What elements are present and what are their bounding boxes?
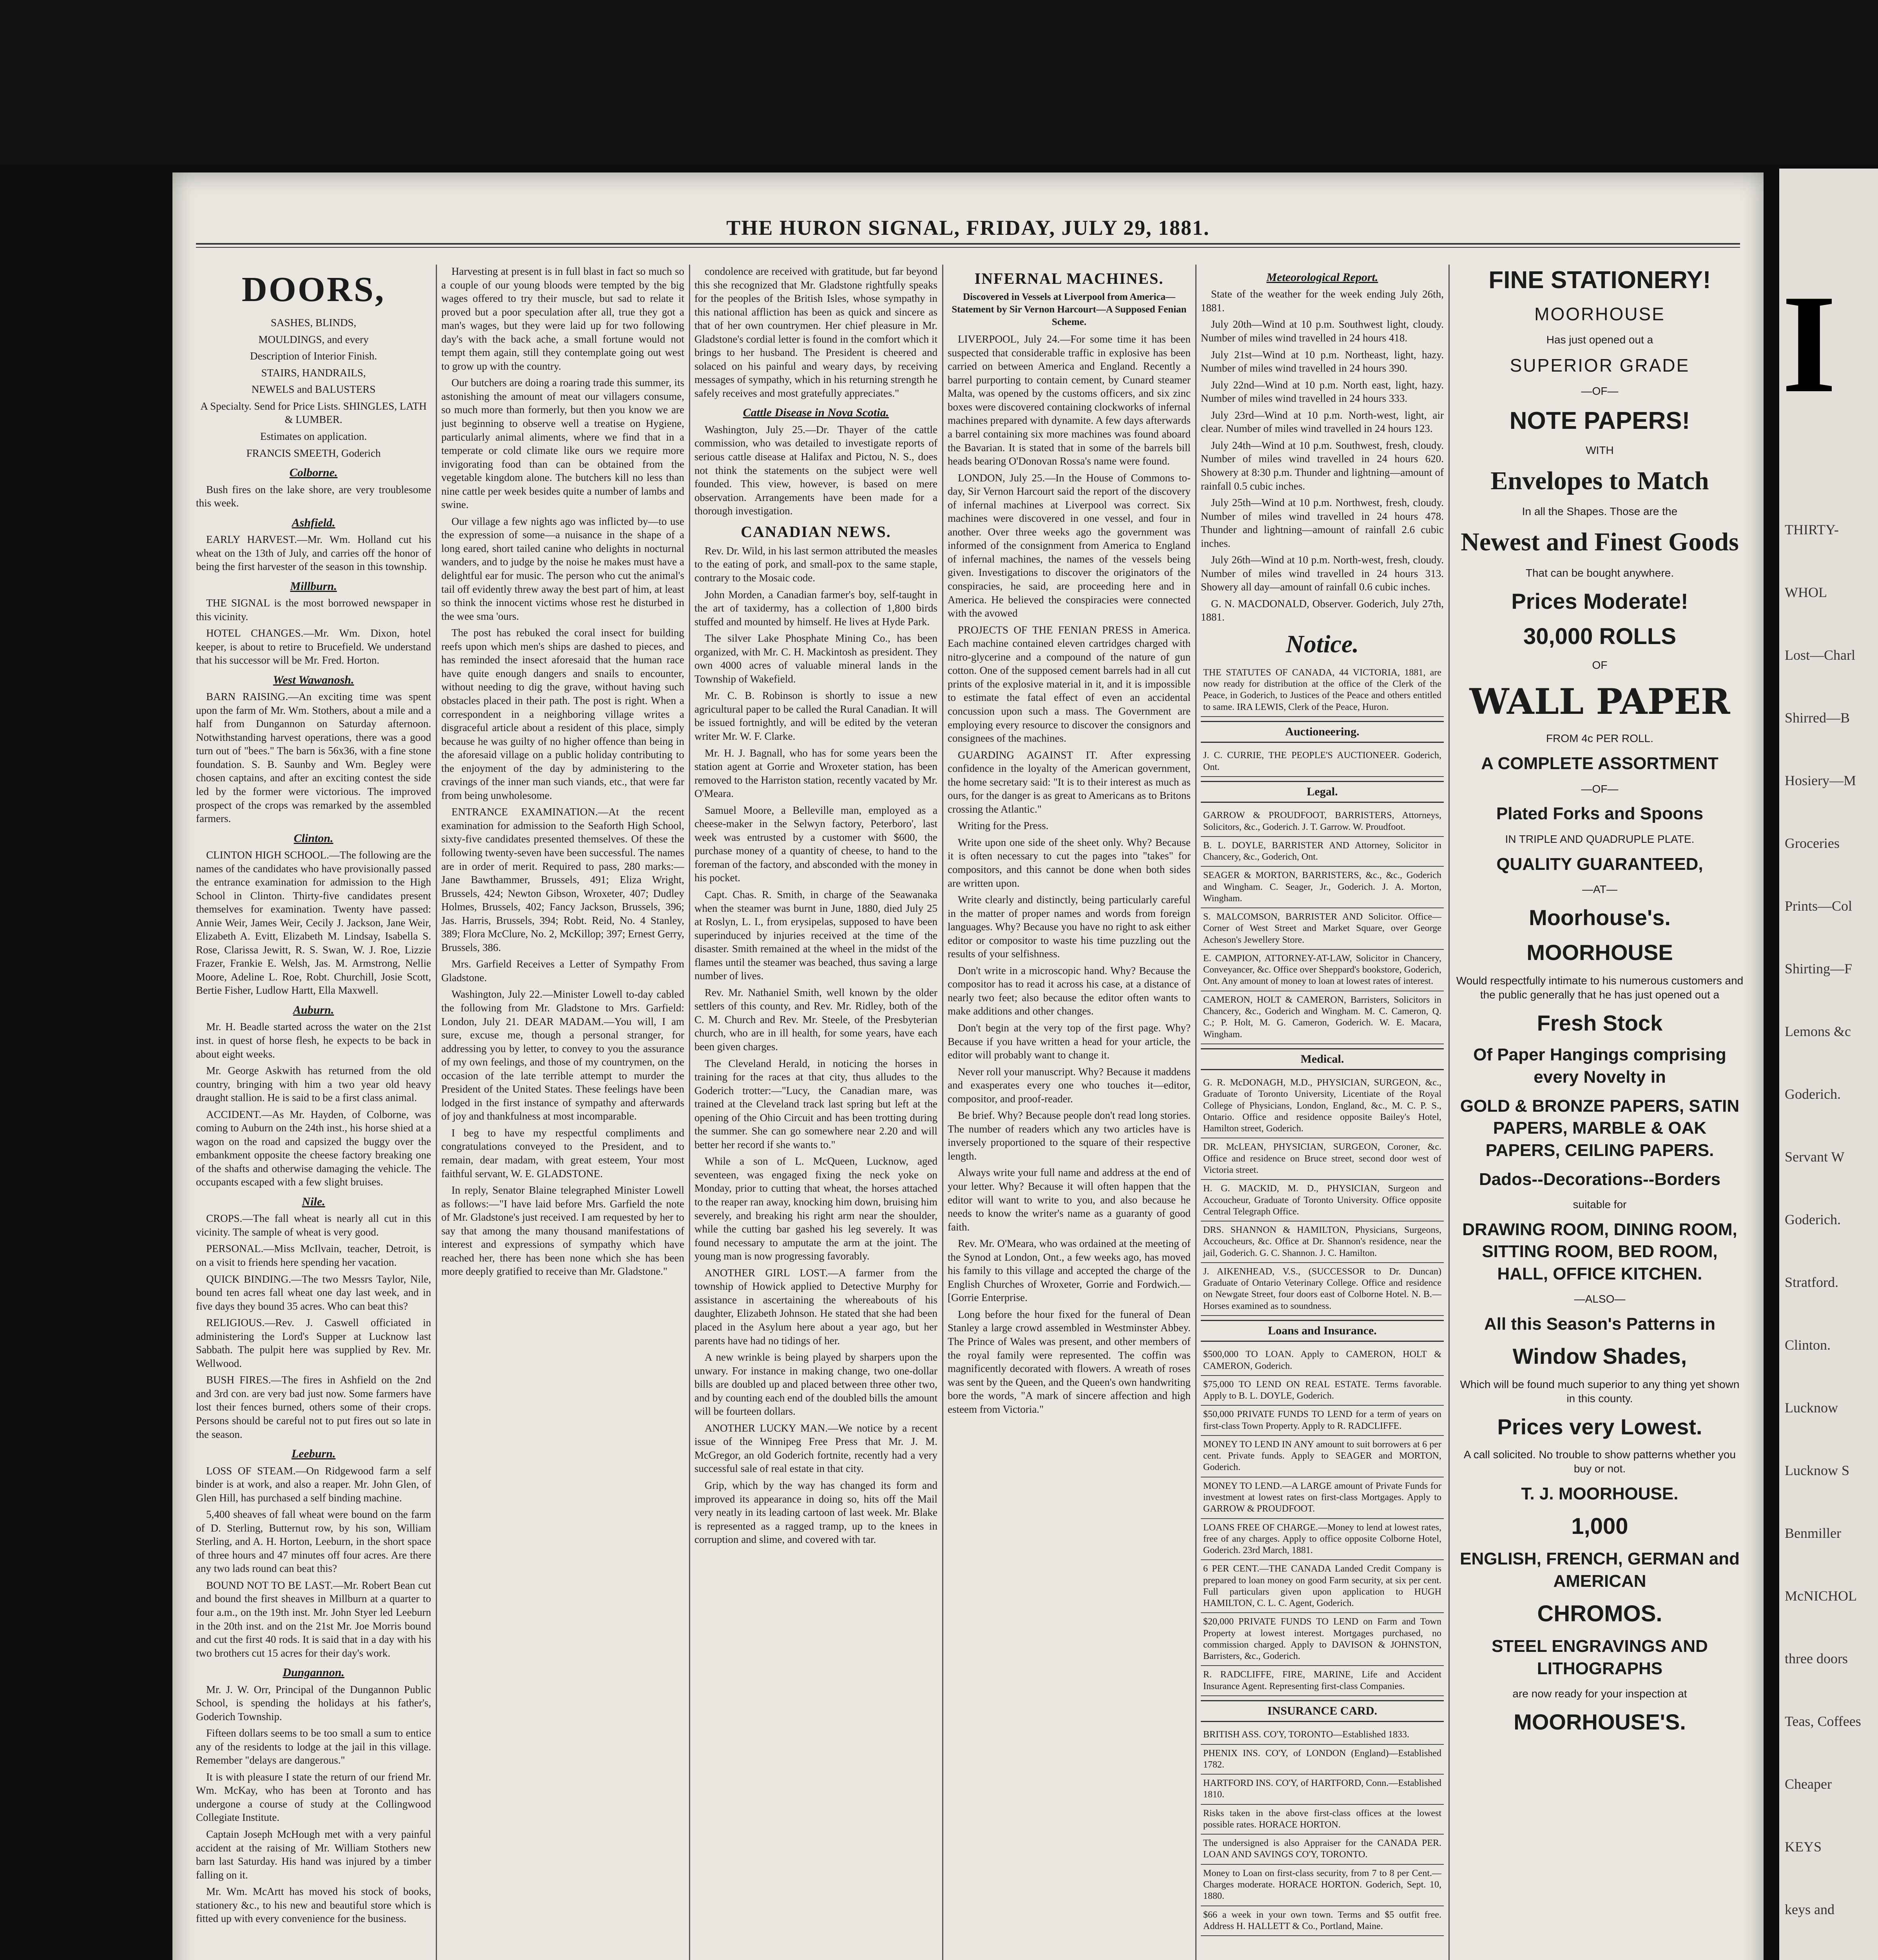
news-paragraph: BOUND NOT TO BE LAST.—Mr. Robert Bean cut and bound the first sheaves in Millburn at a quarter to four a.m., on the 19th inst. Mr. John Styer led Leeburn in the 20th inst. and on the 21st Mr. Joe Morris bound and cut the first 40 rods. It is said that in a day with his two brothers cut 15 acres for their day's work. (196, 1579, 431, 1659)
weather-entry: State of the weather for the week ending July 26th, 1881. (1201, 288, 1444, 314)
section-heading: Auburn. (293, 1004, 334, 1017)
section-heading: Nile. (302, 1195, 325, 1208)
business-card: SEAGER & MORTON, BARRISTERS, &c., &c., Goderich and Wingham. C. Seager, Jr., Goderich. J. A. Morton, Wingham. (1201, 867, 1444, 908)
weather-entry: July 25th—Wind at 10 p.m. Northwest, fresh, cloudy. Number of miles wind travelled in 24 hours 478. Thunder and lightning—amount of rainfall 2.6 cubic inches. (1201, 497, 1444, 549)
business-card: E. CAMPION, ATTORNEY-AT-LAW, Solicitor in Chancery, Conveyancer, &c. Office over Sheppard's bookstore, Goderich, Ont. Any amount of money to loan at lowest rates of interest. (1201, 950, 1444, 991)
news-paragraph: RELIGIOUS.—Rev. J. Caswell officiated in administering the Lord's Supper at Lucknow last Sabbath. The pulpit here was supplied by Rev. Mr. Wellwood. (196, 1317, 431, 1369)
news-paragraph: LIVERPOOL, July 24.—For some time it has been suspected that considerable traffic in explosive has been carried on between America and England. Recently a barrel purporting to contain cement, by Cunard steamer Malta, was opened by the customs officers, and six zinc boxes were discovered containing clockworks of infernal machines prepared with dynamite. A few days afterwards a barrel containing six more machines was found aboard the Bavarian. It is stated that in some of the barrels bill heads bearing O'Donovan Rossa's name were found. (948, 333, 1191, 467)
adjacent-page-text: KEYS (1785, 1839, 1822, 1855)
news-paragraph: BUSH FIRES.—The fires in Ashfield on the 2nd and 3rd con. are very bad just now. Some farmers have lost their fences burned, others some of their crops. Persons should be careful not to put fires out so late in the season. (196, 1374, 431, 1440)
business-card: MONEY TO LEND IN ANY amount to suit borrowers at 6 per cent. Private funds. Apply to SEAGER and MORTON, Goderich. (1201, 1436, 1444, 1477)
adjacent-page-text: Servant W (1785, 1149, 1845, 1165)
news-paragraph: Rev. Mr. O'Meara, who was ordained at the meeting of the Synod at London, Ont., a few weeks ago, has moved his family to this village and accepted the charge of the English Churches of Wroxeter, Gorrie and Fordwich.—[Gorrie Enterprise. (948, 1238, 1191, 1304)
notice-text: THE STATUTES OF CANADA, 44 VICTORIA, 1881, are now ready for distribution at the office of the Clerk of the Peace, in Goderich, to Justices of the Peace and others entitled to same. IRA LEWIS, Clerk of the Peace, Huron. (1201, 664, 1444, 717)
ad-line: —OF— (1581, 782, 1619, 795)
news-paragraph: Mr. C. B. Robinson is shortly to issue a new agricultural paper to be called the Rural Canadian. It will be issued fortnightly, and will be edited by the veteran writer Mr. W. F. Clarke. (694, 690, 937, 742)
weather-entry: July 24th—Wind at 10 p.m. Southwest, fresh, cloudy. Number of miles wind travelled in 24 hours 620. Showery at 8:30 p.m. Thunder and lightning—amount of rainfall 0.5 cubic inches. (1201, 439, 1444, 492)
doors-ad-line: STAIRS, HANDRAILS, (261, 367, 366, 379)
news-paragraph: Samuel Moore, a Belleville man, employed as a cheese-maker in the Selwyn factory, Peterboro', last week was entrusted by a customer with $600, the purchase money of a quantity of cheese, to hand to the foreman of the factory, and absconded with the money in his pocket. (694, 804, 937, 884)
business-card: J. AIKENHEAD, V.S., (SUCCESSOR to Dr. Duncan) Graduate of Ontario Veterinary College. Office and residence on Newgate Street, four doors east of Colborne Hotel. N. B.—Horses examined as to soundness. (1201, 1263, 1444, 1316)
adjacent-page-text: Cheaper (1785, 1776, 1832, 1792)
news-paragraph: Be brief. Why? Because people don't read long stories. The number of readers which any two articles have is inversely proportioned to the square of their respective length. (948, 1109, 1191, 1162)
cattle-disease-article (694, 423, 937, 518)
adjacent-page-text: Stratford. (1785, 1274, 1838, 1290)
news-paragraph: CROPS.—The fall wheat is nearly all cut in this vicinity. The sample of wheat is very good. (196, 1212, 431, 1238)
directory-heading: Auctioneering. (1201, 721, 1444, 743)
adjacent-page-text: Goderich. (1785, 1086, 1841, 1102)
business-card: MONEY TO LEND.—A LARGE amount of Private Funds for investment at lowest rates on first-class Mortgages. Apply to GARROW & PROUDFOOT. (1201, 1477, 1444, 1519)
news-paragraph: PERSONAL.—Miss McIlvain, teacher, Detroit, is on a visit to friends here spending her vacation. (196, 1243, 431, 1268)
adjacent-page-text: Shirting—F (1785, 961, 1853, 976)
column-rule (436, 265, 437, 1960)
ad-line: OF (1592, 659, 1608, 671)
news-paragraph: THE SIGNAL is the most borrowed newspaper in this vicinity. (196, 597, 431, 622)
news-paragraph: Washington, July 22.—Minister Lowell to-day cabled the following from Mr. Gladstone to Mrs. Garfield: London, July 21. DEAR MADAM.—You will, I am sure, excuse me, though a personal stranger, for addressing you by letter, to convey to you the assurance of my own feelings, and those of my countrymen, on the occasion of the late terrible attempt to murder the President of the United States. These feelings have been lodged in the first instance of sympathy and afterwards of joy and thankfulness at most incomparable. (441, 988, 684, 1122)
column-rule (1195, 265, 1196, 1960)
doors-ad-line: FRANCIS SMEETH, Goderich (246, 447, 381, 459)
canadian-news-heading: CANADIAN NEWS. (741, 523, 891, 541)
weather-entry: July 26th—Wind at 10 p.m. North-west, fresh, cloudy. Number of miles wind travelled in 24 hours 313. Showery all day—amount of rainfall 0.6 cubic inches. (1201, 554, 1444, 593)
ad-line: Envelopes to Match (1490, 466, 1709, 495)
ad-line: GOLD & BRONZE PAPERS, SATIN PAPERS, MARBLE & OAK PAPERS, CEILING PAPERS. (1460, 1096, 1740, 1160)
news-paragraph: Capt. Chas. R. Smith, in charge of the Seawanaka when the steamer was burnt in June, 1880, died July 25 at Roslyn, L. I., from erysipelas, supposed to have been superinduced by injuries received at the time of the disaster. Smith remained at the wheel in the midst of the flames until the steamer was beached, thus saving a large number of lives. (694, 889, 937, 982)
directory-heading: Medical. (1201, 1048, 1444, 1070)
business-card: $500,000 TO LOAN. Apply to CAMERON, HOLT & CAMERON, Goderich. (1201, 1346, 1444, 1376)
ad-line: FINE STATIONERY! (1488, 267, 1711, 294)
masthead-rule-thin (196, 247, 1740, 248)
doors-ad-line: MOULDINGS, and every (258, 333, 369, 345)
section-heading: Ashfield. (292, 516, 335, 529)
section-heading: Dungannon. (283, 1666, 344, 1679)
adjacent-page-text: Groceries (1785, 835, 1840, 851)
doors-ad-line: A Specialty. Send for Price Lists. SHINGLES, LATH & LUMBER. (200, 400, 427, 426)
business-card: PHENIX INS. CO'Y, of LONDON (England)—Established 1782. (1201, 1745, 1444, 1775)
infernal-machines-article (948, 332, 1191, 1416)
news-paragraph: BARN RAISING.—An exciting time was spent upon the farm of Mr. Wm. Stothers, about a mile and a half from Dungannon on Saturday afternoon. Notwithstanding harvest operations, there was a good turn out of "bees." The barn is 56x36, with a fine stone foundation. S. B. Saunby and Wm. Begley were chosen captains, and after an exciting contest the side led by the former were victorious. The improved prospect of the crops was remarked by the assembled farmers. (196, 691, 431, 825)
business-card: G. R. McDONAGH, M.D., PHYSICIAN, SURGEON, &c., Graduate of Toronto University, Licentiate of the Royal College of Physicians, London, England, &c., M. C. P. S., Ontario. Office and residence opposite Bailey's Hotel, Hamilton street, Goderich. (1201, 1074, 1444, 1138)
ad-line: ENGLISH, FRENCH, GERMAN and AMERICAN (1460, 1549, 1740, 1591)
column-4 (948, 265, 1191, 1960)
doors-ad-line: Description of Interior Finish. (250, 350, 377, 362)
business-card: H. G. MACKID, M. D., PHYSICIAN, Surgeon and Accoucheur, Graduate of Toronto University. Office opposite Central Telegraph Office. (1201, 1180, 1444, 1221)
news-paragraph: PROJECTS OF THE FENIAN PRESS in America. Each machine contained eleven cartridges charged with nitro-glycerine and a compound of the nature of gun cotton. One of the supposed cement barrels had in all cut prints of the explosive material in it, and it is impossible to estimate the fatal effect of even an accidental concussion upon such a mass. The Government are employing every resource to discover the consignors and consignees of the machines. (948, 624, 1191, 744)
doors-ad-line: NEWELS and BALUSTERS (251, 383, 376, 396)
news-paragraph: EARLY HARVEST.—Mr. Wm. Holland cut his wheat on the 13th of July, and carries off the honor of being the first harvester of the season in this township. (196, 533, 431, 573)
ad-line: 30,000 ROLLS (1523, 624, 1677, 650)
weather-entry: July 22nd—Wind at 10 p.m. North east, light, hazy. Number of miles wind travelled in 24 hours 333. (1201, 379, 1444, 405)
column-1 (196, 265, 431, 1960)
ad-line: FROM 4c PER ROLL. (1546, 732, 1653, 745)
adjacent-page-text: Lost—Charl (1785, 647, 1855, 663)
business-card: HARTFORD INS. CO'Y, of HARTFORD, Conn.—Established 1810. (1201, 1775, 1444, 1805)
news-paragraph: The silver Lake Phosphate Mining Co., has been organized, with Mr. C. H. Mackintosh as president. They own 4000 acres of valuable mineral lands in the Township of Wakefield. (694, 632, 937, 685)
news-paragraph: Harvesting at present is in full blast in fact so much so a couple of our young bloods were tempted by the big wages offered to try their muscle, but sad to relate it proved but a poor speculation after all, true they got a man's wages, but they were laid up for two following day's with the back ache, a small fortune would not tempt them again, still they contemplate going out west to grow up with the country. (441, 265, 684, 372)
ad-line: DRAWING ROOM, DINING ROOM, SITTING ROOM, BED ROOM, HALL, OFFICE KITCHEN. (1462, 1220, 1737, 1283)
weather-entry: G. N. MACDONALD, Observer. Goderich, July 27th, 1881. (1201, 597, 1444, 623)
ad-line: Which will be found much superior to any thing yet shown in this county. (1460, 1378, 1740, 1405)
adjacent-page-text: keys and (1785, 1902, 1834, 1917)
news-paragraph: Write upon one side of the sheet only. Why? Because it is often necessary to cut the pages into "takes" for compositors, and this cannot be done when both sides are written upon. (948, 836, 1191, 889)
news-paragraph: 5,400 sheaves of fall wheat were bound on the farm of D. Sterling, Butternut row, by his son, William Sterling, and A. H. Horton, Leeburn, in the short space of three hours and 47 minutes off four acres. Are there any two lads round can beat this? (196, 1508, 431, 1575)
news-paragraph: CLINTON HIGH SCHOOL.—The following are the names of the candidates who have provisionally passed the entrance examination for admission to the High School in Clinton. Thirty-five candidates present themselves for examination. Twenty have passed: Annie Weir, James Weir, Cecily J. Jackson, Jane Weir, Elizabeth A. Evitt, Elizabeth M. Lindsay, Isabella S. Rose, Clarissa Jewitt, R. S. Swan, W. J. Roe, Lizzie Frazer, Frankie E. Welsh, Jas. M. Armstrong, Nellie Moore, Adeline L. Roe, Robt. Churchill, Josie Scott, Bertie Fisher, Ludlow Hartt, Ella Maxwell. (196, 849, 431, 996)
news-paragraph: Bush fires on the lake shore, are very troublesome this week. (196, 483, 431, 509)
business-card: $66 a week in your own town. Terms and $5 outfit free. Address H. HALLETT & Co., Portland, Maine. (1201, 1906, 1444, 1936)
news-paragraph: Write clearly and distinctly, being particularly careful in the matter of proper names and words from foreign languages. Why? Because you have no right to ask either editor or compositor to waste his time puzzling out the results of your selfishness. (948, 894, 1191, 960)
news-paragraph: Mr. H. Beadle started across the water on the 21st inst. in quest of horse flesh, he expects to be back in about eight weeks. (196, 1021, 431, 1060)
ad-line: That can be bought anywhere. (1525, 566, 1674, 579)
news-paragraph: HOTEL CHANGES.—Mr. Wm. Dixon, hotel keeper, is about to retire to Brucefield. We understand that his successor will be Mr. Fred. Horton. (196, 627, 431, 666)
ad-line: WITH (1586, 444, 1614, 457)
adjacent-page-text: Teas, Coffees (1785, 1713, 1861, 1729)
adjacent-page-text: Prints—Col (1785, 898, 1853, 914)
ad-line: In all the Shapes. Those are the (1522, 505, 1678, 518)
business-card: Risks taken in the above first-class offices at the lowest possible rates. HORACE HORTON. (1201, 1805, 1444, 1835)
business-card: DRS. SHANNON & HAMILTON, Physicians, Surgeons, Accoucheurs, &c. Office at Dr. Shannon's residence, near the jail, Goderich. G. C. Shannon. J. C. Hamilton. (1201, 1221, 1444, 1263)
news-paragraph: A new wrinkle is being played by sharpers upon the unwary. For instance in making change, two one-dollar bills are doubled up and placed between three other two, and by counting each end of the doubled bills the amount will be fourteen dollars. (694, 1351, 937, 1417)
ad-line: MOORHOUSE'S. (1514, 1709, 1686, 1734)
news-paragraph: Long before the hour fixed for the funeral of Dean Stanley a large crowd assembled in Westminster Abbey. The Prince of Wales was present, and other members of the royal family were represented. The coffin was magnificently decorated with flowers. A wreath of roses was sent by the Queen, and the Queen's own handwriting bore the words, "A mark of sincere affection and high esteem from Victoria." (948, 1308, 1191, 1415)
doors-ad-line: SASHES, BLINDS, (270, 317, 357, 329)
ad-line: NOTE PAPERS! (1509, 407, 1690, 434)
infernal-machines-subhead: Discovered in Vessels at Liverpool from America—Statement by Sir Vernon Harcourt—A Supposed Fenian Scheme. (952, 292, 1187, 328)
gladstone-continued (694, 265, 937, 400)
news-paragraph: Mr. Wm. McArtt has moved his stock of books, stationery &c., to his new and beautiful store which is fitted up with every convenience for the business. (196, 1886, 431, 1925)
news-paragraph: ANOTHER LUCKY MAN.—We notice by a recent issue of the Winnipeg Free Press that Mr. J. M. McGregor, an old Goderich fortnite, recently had a very successful sale of real estate in that city. (694, 1422, 937, 1475)
news-paragraph: LONDON, July 25.—In the House of Commons to-day, Sir Vernon Harcourt said the report of the discovery of infernal machines at Liverpool was correct. Six machines were discovered in one vessel, and four in another. Over three weeks ago the government was informed of the consignment from America to England of infernal machines, the names of the vessels being given. Investigations to discover the originators of the conspiracies, he said, are proceeding here and in America. He believed the conspiracies were connected with the avowed (948, 472, 1191, 619)
notice-heading: Notice. (1285, 630, 1359, 658)
section-heading: Leeburn. (291, 1447, 336, 1461)
business-card: 6 PER CENT.—THE CANADA Landed Credit Company is prepared to loan money on good Farm security, at six per cent. Full particulars given upon application to HUGH HAMILTON, C. L. C. Agent, Goderich. (1201, 1560, 1444, 1613)
news-paragraph: ANOTHER GIRL LOST.—A farmer from the township of Howick applied to Detective Murphy for assistance in ascertaining the whereabouts of his daughter, Elizabeth Johnson. He stated that she had been placed in the Asylum here about a year ago, but her parents have had no tidings of her. (694, 1267, 937, 1347)
news-paragraph: The post has rebuked the coral insect for building reefs upon which men's ships are dashed to pieces, and has reminded the insect aforesaid that the human race have quite enough dangers and snails to encounter, without needing to dig the grave, without having such obstacles placed in their path. The post is right. When a correspondent in a neighboring village writes a disgraceful article about a resident of this place, simply because he was guilty of no higher offence than being in the aforesaid village on a public holiday contributing to the enjoyment of the day by administering to the cravings of the inner man such viands, etc., that were far from being unwholesome. (441, 627, 684, 801)
news-paragraph: Mr. H. J. Bagnall, who has for some years been the station agent at Gorrie and Wroxeter station, has been removed to the Harriston station, recently vacated by Mr. O'Meara. (694, 747, 937, 800)
ad-line: —OF— (1581, 385, 1619, 397)
column-2 (441, 265, 684, 1960)
news-paragraph: In reply, Senator Blaine telegraphed Minister Lowell as follows:—"I have laid before Mrs. Garfield the note of Mr. Gladstone's just received. I am requested by her to say that among the many thousand manifestations of interest and expressions of sympathy which have reached her, there has been none which she has been more deeply gratified to receive than Mr. Gladstone." (441, 1184, 684, 1278)
news-paragraph: Always write your full name and address at the end of your letter. Why? Because it will often happen that the editor will want to write to you, and also because he needs to know the writer's name as a guaranty of good faith. (948, 1167, 1191, 1233)
business-card: CAMERON, HOLT & CAMERON, Barristers, Solicitors in Chancery, &c., Goderich and Wingham. M. C. Cameron, Q. C.; P. Holt, M. G. Cameron, Goderich. W. E. Macara, Wingham. (1201, 991, 1444, 1044)
business-card: B. L. DOYLE, BARRISTER AND Attorney, Solicitor in Chancery, &c., Goderich, Ont. (1201, 837, 1444, 867)
news-paragraph: QUICK BINDING.—The two Messrs Taylor, Nile, bound ten acres fall wheat one day last week, and in five days they bound 35 acres. Who can beat this? (196, 1273, 431, 1312)
section-heading: Clinton. (294, 831, 334, 845)
news-paragraph: Don't begin at the very top of the first page. Why? Because if you have written a head for your article, the editor will probably want to change it. (948, 1022, 1191, 1061)
weather-entry: July 23rd—Wind at 10 p.m. North-west, light, air clear. Number of miles wind travelled in 24 hours 123. (1201, 409, 1444, 435)
business-card: LOANS FREE OF CHARGE.—Money to lend at lowest rates, free of any charges. Apply to office opposite Colborne Hotel, Goderich. 23rd March, 1881. (1201, 1519, 1444, 1561)
news-paragraph: Grip, which by the way has changed its form and improved its appearance in doing so, hits off the Mail very neatly in its leading cartoon of last week. Mr. Blake is represented as a ragged tramp, up to the knees in corruption and slime, and covered with tar. (694, 1479, 937, 1546)
ad-line: A COMPLETE ASSORTMENT (1481, 754, 1718, 773)
ad-line: STEEL ENGRAVINGS AND LITHOGRAPHS (1492, 1637, 1708, 1678)
section-heading: Millburn. (290, 579, 337, 593)
weather-entry: July 20th—Wind at 10 p.m. Southwest light, cloudy. Number of miles wind travelled in 24 hours 418. (1201, 318, 1444, 344)
news-paragraph: Rev. Mr. Nathaniel Smith, well known by the older settlers of this county, and Rev. Mr. Ridley, both of the C. M. Church and Rev. Mr. Steele, of the Presbyterian church, who are in ill health, for some years, have each been given charges. (694, 986, 937, 1053)
ad-line: MOORHOUSE (1526, 940, 1673, 965)
adjacent-page-text: Benmiller (1785, 1525, 1841, 1541)
doors-ad-title: DOORS, (241, 270, 386, 309)
news-paragraph: LOSS OF STEAM.—On Ridgewood farm a self binder is at work, and also a reaper. Mr. John Glen, of Glen Hill, has purchased a self binding machine. (196, 1465, 431, 1504)
ad-line: Prices very Lowest. (1497, 1414, 1702, 1439)
ad-line: suitable for (1573, 1198, 1627, 1211)
news-paragraph: Fifteen dollars seems to be too small a sum to entice any of the residents to lodge at the jail in this village. Remember "delays are dangerous." (196, 1727, 431, 1766)
scan-border (0, 0, 1878, 165)
ad-line: MOORHOUSE (1534, 304, 1665, 325)
ad-line: WALL PAPER (1469, 681, 1730, 723)
news-paragraph: The Cleveland Herald, in noticing the horses in training for the races at that city, thus alludes to the Goderich trotter:—"Lucy, the Canadian mare, was trained at the Cleveland track last spring but left at the opening of the Ohio Circuit and has been trotting during the summer. She can go somewhere near 2.20 and will better her record if she wants to." (694, 1057, 937, 1151)
adjacent-masthead-letter: I (1782, 265, 1837, 422)
news-paragraph: ENTRANCE EXAMINATION.—At the recent examination for admission to the Seaforth High School, sixty-five candidates presented themselves. Of these the following twenty-seven have been successful. The names are in order of merit. Required to pass, 280 marks:—Jane Bawthammer, Brussels, 491; Eliza Wright, Brussels, 424; Newton Gibson, Wroxeter, 407; Dudley Holmes, Brussels, 402; Fancy Jackson, Brussels, 396; Jas. Harris, Brussels, 394; Robt. Reid, No. 4 Stanley, 389; Flora McClure, No. 2, McKillop; 397; Ernest Gerry, Brussels, 386. (441, 806, 684, 953)
ad-line: Would respectfully intimate to his numerous customers and the public generally that he has just opened out a (1456, 975, 1744, 1001)
news-paragraph: Rev. Dr. Wild, in his last sermon attributed the measles to the eating of pork, and small-pox to the same staple, contrary to the Mosaic code. (694, 544, 937, 584)
weather-entry: July 21st—Wind at 10 p.m. Northeast, light, hazy. Number of miles wind travelled in 24 hours 390. (1201, 348, 1444, 374)
ad-line: Newest and Finest Goods (1461, 528, 1739, 557)
moorhouse-advertisement (1455, 265, 1745, 1960)
adjacent-page-text: Goderich. (1785, 1212, 1841, 1227)
directory-heading: Legal. (1201, 781, 1444, 803)
adjacent-page-text: McNICHOL (1785, 1588, 1857, 1604)
news-paragraph: Captain Joseph McHough met with a very painful accident at the raising of Mr. William Stothers new barn last Saturday. His hand was injured by a timber falling on it. (196, 1828, 431, 1881)
column-rule (1448, 265, 1450, 1960)
column-rule (689, 265, 690, 1960)
adjacent-page-text: Clinton. (1785, 1337, 1831, 1353)
news-paragraph: While a son of L. McQueen, Lucknow, aged seventeen, was engaged fixing the neck yoke on Monday, prior to cutting that wheat, the horses attached to the reaper ran away, knocking him down, bruising him severely, and breaking his right arm near the shoulder, while the cutting bar gashed his leg severely. It was found necessary to amputate the arm at the joint. The young man is now progressing favorably. (694, 1155, 937, 1262)
business-card: BRITISH ASS. CO'Y, TORONTO—Established 1833. (1201, 1726, 1444, 1744)
business-card: $50,000 PRIVATE FUNDS TO LEND for a term of years on first-class Town Property. Apply to R. RADCLIFFE. (1201, 1406, 1444, 1436)
ad-line: SUPERIOR GRADE (1510, 355, 1690, 376)
news-paragraph: I beg to have my respectful compliments and congratulations conveyed to the President, and to remain, dear madam, with great esteem, Your most faithful servant, W. E. GLADSTONE. (441, 1127, 684, 1180)
infernal-machines-heading: INFERNAL MACHINES. (974, 270, 1164, 287)
news-paragraph: Our butchers are doing a roaring trade this summer, its astonishing the amount of meat our villagers consume, so much more than formerly, but then you know we are just beginning to observe well a treatise on Hygiene, particularly animal aliments, where we find that in a temperate or cold climate like ours we require more invigorating food than can be obtained from the vegetable kingdom alone. The butchers kill no less than nine cattle per week besides quite a number of lambs and swine. (441, 377, 684, 511)
adjacent-page-strip (1779, 169, 1878, 1960)
masthead-rule (196, 243, 1740, 245)
doors-ad-body (196, 316, 431, 460)
masthead: THE HURON SIGNAL, FRIDAY, JULY 29, 1881. (726, 216, 1210, 240)
meteorological-heading: Meteorological Report. (1266, 271, 1378, 284)
business-card: GARROW & PROUDFOOT, BARRISTERS, Attorneys, Solicitors, &c., Goderich. J. T. Garrow. W. Proudfoot. (1201, 807, 1444, 837)
news-paragraph: Don't write in a microscopic hand. Why? Because the compositor has to read it across his case, at a distance of nearly two feet; also because the editor often wants to make additions and other changes. (948, 964, 1191, 1017)
news-paragraph: Writing for the Press. (958, 820, 1049, 832)
ad-line: IN TRIPLE AND QUADRUPLE PLATE. (1505, 833, 1695, 845)
ad-line: Has just opened out a (1546, 334, 1653, 346)
newspaper-page (172, 172, 1764, 1960)
ad-line: 1,000 (1571, 1514, 1628, 1539)
news-paragraph: Washington, July 25.—Dr. Thayer of the cattle commission, who was detailed to investigate reports of serious cattle disease at Halifax and Pictou, N. S., does not think the statements on the subject were well founded. This view, however, is based on mere observation. Arrangements have been made for a thorough investigation. (694, 423, 937, 517)
doors-ad-line: Estimates on application. (260, 430, 367, 443)
local-news-sections (196, 465, 431, 1926)
business-card: R. RADCLIFFE, FIRE, MARINE, Life and Accident Insurance Agent. Representing first-class Companies. (1201, 1666, 1444, 1696)
news-paragraph: It is with pleasure I state the return of our friend Mr. Wm. McKay, who has been at Toronto and has undergone a course of study at the Collingwood Collegiate Institute. (196, 1771, 431, 1824)
ad-line: Plated Forks and Spoons (1496, 804, 1704, 824)
adjacent-page-text: WHOL (1785, 584, 1827, 600)
news-paragraph: Our village a few nights ago was inflicted by—to use the expression of some—a nuisance in the shape of a long eared, short tailed canine who delights in nocturnal wanders, and to judge by the noise he makes must have a delightful ear for music. The person who cut the animal's tail off evidently threw away the best part of him, at least so think the innocent victims whose rest he disturbed in the wee sma 'ours. (441, 515, 684, 622)
adjacent-page-text: Lucknow S (1785, 1463, 1849, 1478)
business-card: $20,000 PRIVATE FUNDS TO LEND on Farm and Town Property at lowest interest. Mortgages purchased, no commission charged. Apply to DAVISON & JOHNSTON, Barristers, &c., Goderich. (1201, 1613, 1444, 1666)
adjacent-page-text: Hosiery—M (1785, 773, 1856, 788)
business-card: DR. McLEAN, PHYSICIAN, SURGEON, Coroner, &c. Office and residence on Bruce street, second door west of Victoria street. (1201, 1138, 1444, 1180)
ad-line: A call solicited. No trouble to show patterns whether you buy or not. (1463, 1448, 1736, 1475)
ad-line: Fresh Stock (1537, 1010, 1663, 1035)
section-heading: West Wawanosh. (273, 673, 354, 686)
column-rule (942, 265, 943, 1960)
ad-line: are now ready for your inspection at (1512, 1687, 1687, 1700)
business-directory (1201, 721, 1444, 1936)
adjacent-page-text: Lemons &c (1785, 1024, 1851, 1039)
business-card: Money to Loan on first-class security, from 7 to 8 per Cent.—Charges moderate. HORACE HORTON. Goderich, Sept. 10, 1880. (1201, 1865, 1444, 1906)
adjacent-page-text: THIRTY- (1785, 522, 1839, 537)
news-paragraph: ACCIDENT.—As Mr. Hayden, of Colborne, was coming to Auburn on the 24th inst., his horse shied at a wagon on the road and capsized the buggy over the embankment opposite the cheese factory breaking one of the shafts and otherwise damaging the vehicle. The occupants escaped with a few slight bruises. (196, 1108, 431, 1188)
adjacent-page-text: Lucknow (1785, 1400, 1838, 1416)
news-paragraph: Mr. George Askwith has returned from the old country, bringing with him a two year old heavy draught stallion. He is said to be a first class animal. (196, 1065, 431, 1104)
ad-line: Window Shades, (1512, 1344, 1687, 1369)
ad-line: Moorhouse's. (1529, 905, 1671, 930)
news-paragraph: Mrs. Garfield Receives a Letter of Sympathy From Gladstone. (441, 958, 684, 984)
directory-heading: Loans and Insurance. (1201, 1320, 1444, 1342)
business-card: S. MALCOMSON, BARRISTER AND Solicitor. Office—Corner of West Street and Market Square, over George Acheson's Jewellery Store. (1201, 908, 1444, 950)
column-5 (1201, 265, 1444, 1960)
ad-line: T. J. MOORHOUSE. (1521, 1484, 1679, 1503)
news-paragraph: Never roll your manuscript. Why? Because it maddens and exasperates every one who touches it—editor, compositor, and proof-reader. (948, 1065, 1191, 1105)
ad-line: Dados--Decorations--Borders (1479, 1169, 1721, 1189)
ad-line: QUALITY GUARANTEED, (1496, 854, 1703, 874)
business-card: The undersigned is also Appraiser for the CANADA PER. LOAN AND SAVINGS CO'Y, TORONTO. (1201, 1835, 1444, 1865)
adjacent-page-text: Shirred—B (1785, 710, 1850, 726)
section-heading: Colborne. (289, 466, 338, 479)
meteorological-report (1201, 287, 1444, 624)
adjacent-page-text: three doors (1785, 1651, 1848, 1666)
column-3 (694, 265, 937, 1960)
news-paragraph: Mr. J. W. Orr, Principal of the Dungannon Public School, is spending the holidays at his father's, Goderich Township. (196, 1683, 431, 1722)
news-paragraph: condolence are received with gratitude, but far beyond this she recognized that Mr. Gladstone rightfully speaks for the peoples of the British Isles, whose sympathy in this national affliction has been as quick and sincere as that of her own countrymen. Her chief pleasure in Mr. Gladstone's cordial letter is found in the comfort which it brings to her husband. The President is cheered and solaced on his painful and weary days, by receiving messages of sympathy, which in his returning strength he safely receives and most gratefully appreciates." (694, 265, 937, 399)
business-card: $75,000 TO LEND ON REAL ESTATE. Terms favorable. Apply to B. L. DOYLE, Goderich. (1201, 1376, 1444, 1406)
ad-line: CHROMOS. (1537, 1601, 1662, 1626)
news-paragraph: John Morden, a Canadian farmer's boy, self-taught in the art of taxidermy, has a collection of 1,800 birds stuffed and mounted by himself. He lives at Hyde Park. (694, 588, 937, 628)
ad-line: —ALSO— (1574, 1293, 1626, 1305)
directory-heading: INSURANCE CARD. (1201, 1700, 1444, 1722)
cattle-disease-heading: Cattle Disease in Nova Scotia. (743, 406, 889, 419)
canadian-news-article (694, 544, 937, 1546)
ad-line: All this Season's Patterns in (1484, 1314, 1715, 1334)
ad-line: Of Paper Hangings comprising every Novelty in (1473, 1045, 1726, 1087)
business-card: J. C. CURRIE, THE PEOPLE'S AUCTIONEER. Goderich, Ont. (1201, 747, 1444, 777)
ad-line: —AT— (1582, 883, 1617, 895)
news-paragraph: GUARDING AGAINST IT. After expressing confidence in the loyalty of the American government, the home secretary said: "It is to their interest as much as ours, for the danger is as great to Americans as to Britons crossing the Atlantic." (948, 749, 1191, 815)
ad-line: Prices Moderate! (1511, 588, 1688, 613)
